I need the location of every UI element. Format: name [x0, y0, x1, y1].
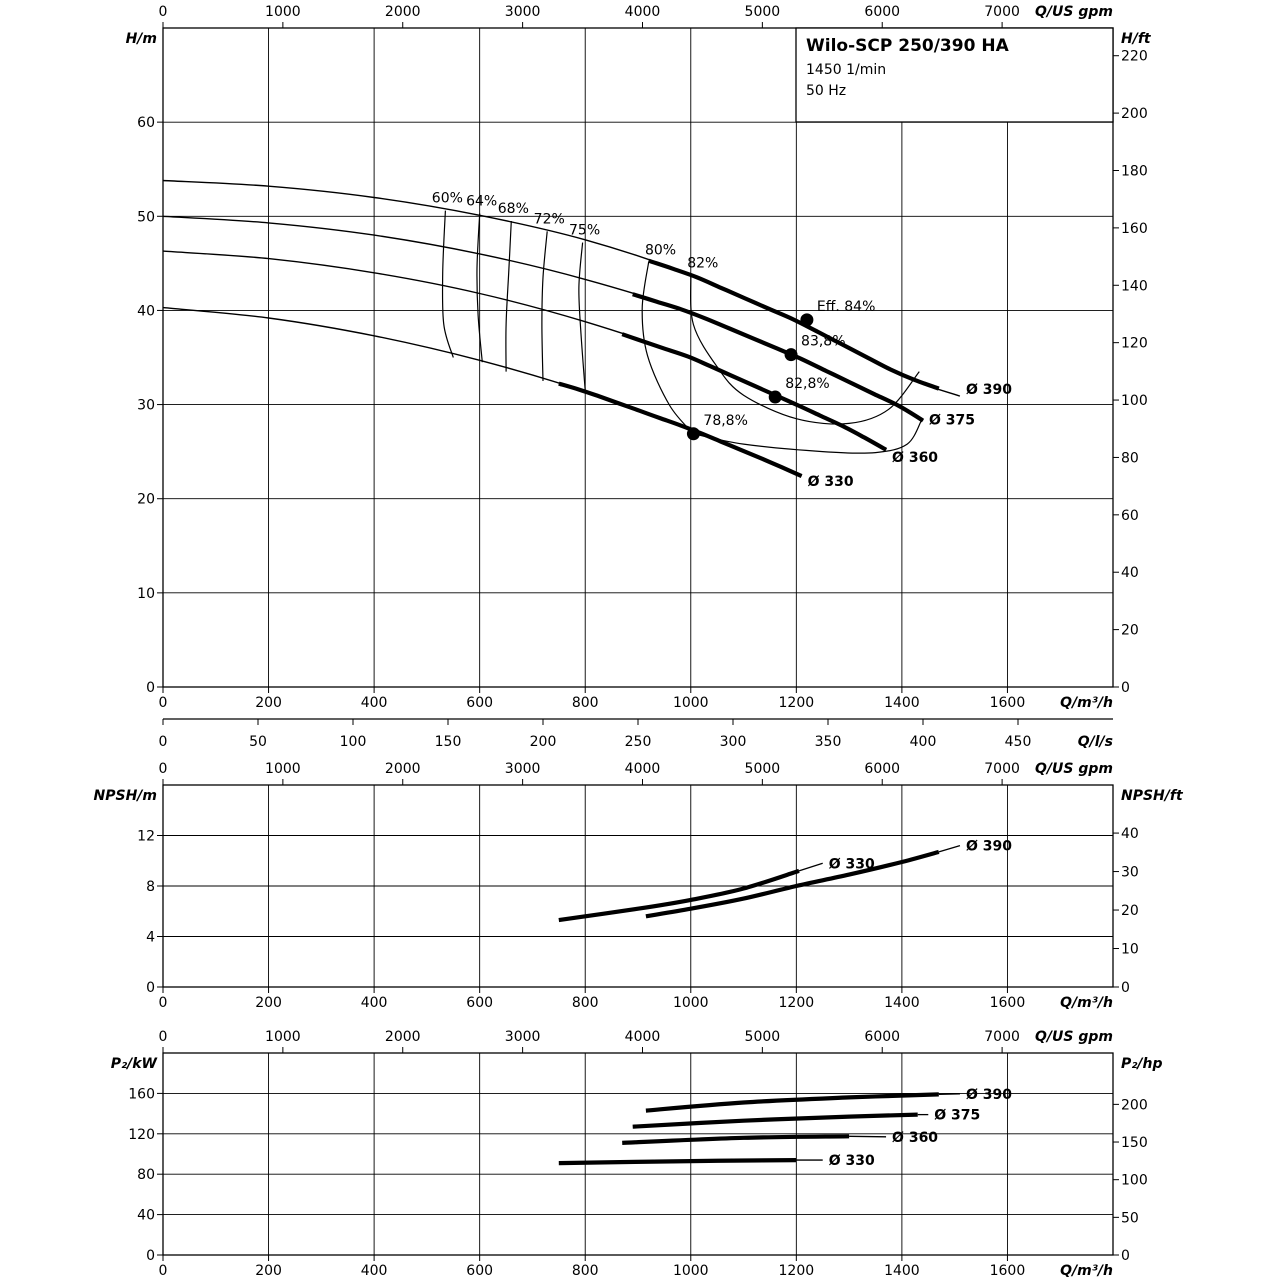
efficiency-label: 64%: [466, 193, 498, 210]
y-right-tick-label: 0: [1121, 680, 1130, 696]
power-curve-label: Ø 330: [828, 1153, 875, 1170]
y-right-tick-label: 200: [1121, 106, 1148, 123]
x-top-tick-label: 4000: [624, 1029, 661, 1045]
y-tick-label: 8: [146, 879, 155, 895]
x-top-tick-label: 2000: [384, 1029, 421, 1045]
best-efficiency-label: 82,8%: [785, 376, 830, 393]
y-right-tick-label: 40: [1121, 565, 1139, 582]
y-tick-label: 0: [146, 680, 155, 696]
y-right-axis-label: NPSH/ft: [1121, 788, 1183, 804]
x-top-tick-label: 3000: [504, 4, 541, 20]
x-tick-label: 1600: [989, 995, 1026, 1011]
x-top-tick-label: 6000: [864, 761, 901, 777]
y-right-tick-label: 0: [1121, 980, 1130, 996]
power-curve-label: Ø 360: [892, 1129, 939, 1146]
power-curve-label: Ø 390: [965, 1086, 1012, 1103]
x-tick-label: 0: [158, 1263, 168, 1279]
x-top-tick-label: 4000: [624, 761, 661, 777]
x-top-tick-label: 7000: [984, 4, 1020, 20]
y-axis-label: P₂/kW: [110, 1056, 157, 1072]
x-tick-label: 1400: [884, 995, 920, 1011]
y-right-tick-label: 60: [1121, 507, 1139, 524]
x-top-tick-label: 7000: [984, 761, 1020, 777]
ls-tick-label: 100: [339, 734, 367, 750]
x-tick-label: 200: [255, 995, 282, 1011]
x-axis-unit: Q/m³/h: [1060, 695, 1113, 711]
x-top-tick-label: 1000: [265, 4, 301, 20]
x-top-tick-label: 4000: [624, 4, 661, 20]
head-curve-label: Ø 375: [929, 412, 975, 429]
x-top-tick-label: 7000: [984, 1029, 1020, 1045]
x-tick-label: 0: [158, 995, 168, 1011]
y-right-tick-label: 20: [1121, 622, 1139, 639]
y-right-tick-label: 0: [1121, 1248, 1130, 1264]
x-top-tick-label: 2000: [384, 761, 421, 777]
y-right-tick-label: 150: [1121, 1135, 1148, 1152]
y-right-tick-label: 120: [1121, 335, 1148, 352]
efficiency-label: 68%: [497, 200, 529, 217]
y-tick-label: 0: [146, 1248, 155, 1264]
efficiency-label: 60%: [431, 190, 463, 207]
x-top-tick-label: 6000: [864, 4, 901, 20]
head-curve-label: Ø 360: [892, 449, 939, 466]
y-right-tick-label: 40: [1121, 826, 1139, 843]
x-tick-label: 800: [571, 995, 599, 1011]
y-right-tick-label: 140: [1121, 278, 1148, 295]
ls-tick-label: 0: [158, 734, 168, 750]
x-tick-label: 1200: [778, 995, 815, 1011]
y-tick-label: 4: [146, 929, 155, 946]
x-top-tick-label: 1000: [265, 1029, 301, 1045]
ls-tick-label: 50: [249, 734, 267, 750]
best-efficiency-point: [687, 427, 700, 440]
x-tick-label: 1600: [989, 695, 1026, 711]
x-top-tick-label: 6000: [864, 1029, 901, 1045]
ls-tick-label: 350: [814, 734, 842, 750]
y-right-tick-label: 100: [1121, 393, 1148, 410]
x-top-tick-label: 3000: [504, 1029, 541, 1045]
x-axis-unit: Q/m³/h: [1060, 1263, 1113, 1279]
ls-tick-label: 250: [624, 734, 652, 750]
efficiency-label: 80%: [644, 242, 677, 259]
y-right-axis-label: P₂/hp: [1121, 1056, 1163, 1072]
ls-tick-label: 400: [909, 734, 937, 750]
y-right-tick-label: 100: [1121, 1172, 1148, 1189]
x-tick-label: 200: [255, 1263, 282, 1279]
y-right-tick-label: 50: [1121, 1210, 1139, 1227]
y-tick-label: 30: [137, 397, 155, 414]
y-tick-label: 40: [137, 1207, 155, 1224]
y-tick-label: 20: [137, 491, 155, 508]
best-efficiency-point: [769, 391, 782, 404]
y-right-tick-label: 180: [1121, 163, 1148, 180]
x-tick-label: 800: [571, 1263, 599, 1279]
x-tick-label: 1000: [672, 1263, 709, 1279]
ls-tick-label: 300: [719, 734, 747, 750]
x-top-tick-label: 0: [158, 761, 168, 777]
y-axis-label: H/m: [125, 31, 157, 47]
x-axis-unit: Q/m³/h: [1060, 995, 1113, 1011]
y-tick-label: 50: [137, 209, 155, 226]
x-top-tick-label: 3000: [504, 761, 541, 777]
x-tick-label: 0: [158, 695, 168, 711]
x-tick-label: 1200: [778, 1263, 815, 1279]
y-right-axis-label: H/ft: [1121, 31, 1151, 47]
x-top-tick-label: 5000: [744, 4, 781, 20]
frequency-label: 50 Hz: [806, 83, 847, 99]
y-axis-label: NPSH/m: [93, 788, 157, 804]
best-efficiency-point: [785, 348, 798, 361]
power-label-leader: [849, 1136, 886, 1137]
head-curve-label: Ø 390: [965, 382, 1012, 399]
x-tick-label: 1200: [778, 695, 815, 711]
y-tick-label: 40: [137, 303, 155, 320]
x-top-tick-label: 2000: [384, 4, 421, 20]
x-tick-label: 400: [360, 995, 388, 1011]
title-box: [796, 28, 1113, 122]
y-tick-label: 60: [137, 115, 155, 132]
x-tick-label: 800: [571, 695, 599, 711]
ls-tick-label: 150: [434, 734, 462, 750]
y-tick-label: 0: [146, 980, 155, 996]
y-tick-label: 120: [128, 1126, 155, 1143]
best-efficiency-label: 83,8%: [801, 333, 846, 350]
x-top-tick-label: 0: [158, 1029, 168, 1045]
power-label-leader: [939, 1094, 960, 1095]
x-tick-label: 1600: [989, 1263, 1026, 1279]
x-top-tick-label: 5000: [744, 761, 781, 777]
x-tick-label: 600: [466, 995, 494, 1011]
y-right-tick-label: 20: [1121, 903, 1139, 920]
efficiency-label: 72%: [533, 211, 565, 228]
best-efficiency-label: Eff. 84%: [816, 298, 876, 315]
x-top-axis-unit: Q/US gpm: [1035, 761, 1113, 777]
y-tick-label: 160: [128, 1086, 155, 1103]
efficiency-label: 75%: [569, 222, 601, 239]
x-tick-label: 600: [466, 695, 494, 711]
x-top-tick-label: 5000: [744, 1029, 781, 1045]
head-curve-label: Ø 330: [807, 474, 854, 491]
y-right-tick-label: 200: [1121, 1097, 1148, 1114]
y-right-tick-label: 160: [1121, 220, 1148, 237]
y-right-tick-label: 30: [1121, 864, 1139, 881]
x-tick-label: 200: [255, 695, 282, 711]
x-top-tick-label: 1000: [265, 761, 301, 777]
x-tick-label: 400: [360, 695, 388, 711]
ls-tick-label: 450: [1004, 734, 1032, 750]
x-top-axis-unit: Q/US gpm: [1035, 1029, 1113, 1045]
x-tick-label: 1000: [672, 995, 709, 1011]
x-tick-label: 400: [360, 1263, 388, 1279]
best-efficiency-label: 78,8%: [703, 412, 748, 429]
chart-title: Wilo-SCP 250/390 HA: [806, 36, 1009, 56]
x-tick-label: 1000: [672, 695, 709, 711]
y-right-tick-label: 10: [1121, 941, 1139, 958]
x-top-tick-label: 0: [158, 4, 168, 20]
y-right-tick-label: 80: [1121, 450, 1139, 467]
y-tick-label: 80: [137, 1167, 155, 1184]
x-tick-label: 1400: [884, 695, 920, 711]
speed-label: 1450 1/min: [806, 62, 887, 78]
npsh-curve-label: Ø 330: [828, 856, 875, 873]
power-curve-label: Ø 375: [934, 1107, 981, 1124]
y-tick-label: 12: [137, 828, 155, 845]
ls-axis-unit: Q/l/s: [1077, 734, 1113, 750]
x-tick-label: 1400: [884, 1263, 920, 1279]
x-top-axis-unit: Q/US gpm: [1035, 4, 1113, 20]
npsh-curve-label: Ø 390: [965, 838, 1012, 855]
x-tick-label: 600: [466, 1263, 494, 1279]
y-tick-label: 10: [137, 585, 155, 602]
efficiency-label: 82%: [687, 255, 719, 272]
ls-tick-label: 200: [529, 734, 557, 750]
best-efficiency-point: [800, 313, 813, 326]
y-right-tick-label: 220: [1121, 48, 1148, 65]
